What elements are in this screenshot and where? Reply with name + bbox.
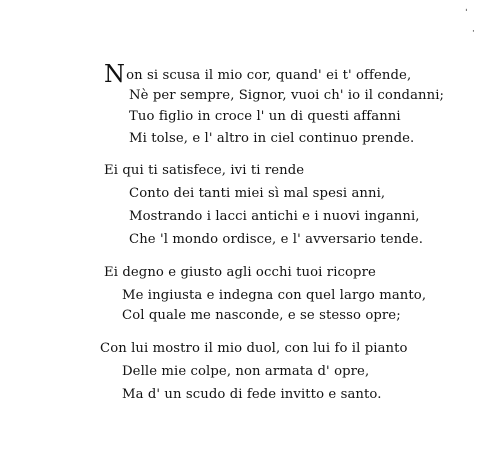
poem-line-text: on si scusa il mio cor, quand' ei t' offende,	[126, 68, 412, 83]
poem-line	[104, 60, 412, 88]
drop-cap-letter: N	[104, 60, 126, 88]
page-speck: ·	[472, 27, 475, 37]
poem-line: Mi tolse, e l' altro in ciel continuo prende.	[129, 131, 415, 146]
poem-line: Ei qui ti satisfece, ivi ti rende	[104, 163, 305, 178]
page-speck: ˌ	[465, 3, 468, 13]
poem-line: Me ingiusta e indegna con quel largo manto,	[122, 288, 427, 303]
poem-line: Mostrando i lacci antichi e i nuovi inganni,	[129, 209, 420, 224]
poem-line: Delle mie colpe, non armata d' opre,	[122, 364, 370, 379]
poem-line: Conto dei tanti miei sì mal spesi anni,	[129, 186, 386, 201]
poem-line: Nè per sempre, Signor, vuoi ch' io il condanni;	[129, 88, 445, 103]
poem-line: Tuo figlio in croce l' un di questi affanni	[129, 109, 401, 124]
poem-line: Che 'l mondo ordisce, e l' avversario tende.	[129, 232, 423, 247]
poem-line: Col quale me nasconde, e se stesso opre;	[122, 308, 401, 323]
poem-line: Ma d' un scudo di fede invitto e santo.	[122, 387, 382, 402]
poem-line: Con lui mostro il mio duol, con lui fo il pianto	[100, 341, 408, 356]
poem-line: Ei degno e giusto agli occhi tuoi ricopre	[104, 265, 376, 280]
